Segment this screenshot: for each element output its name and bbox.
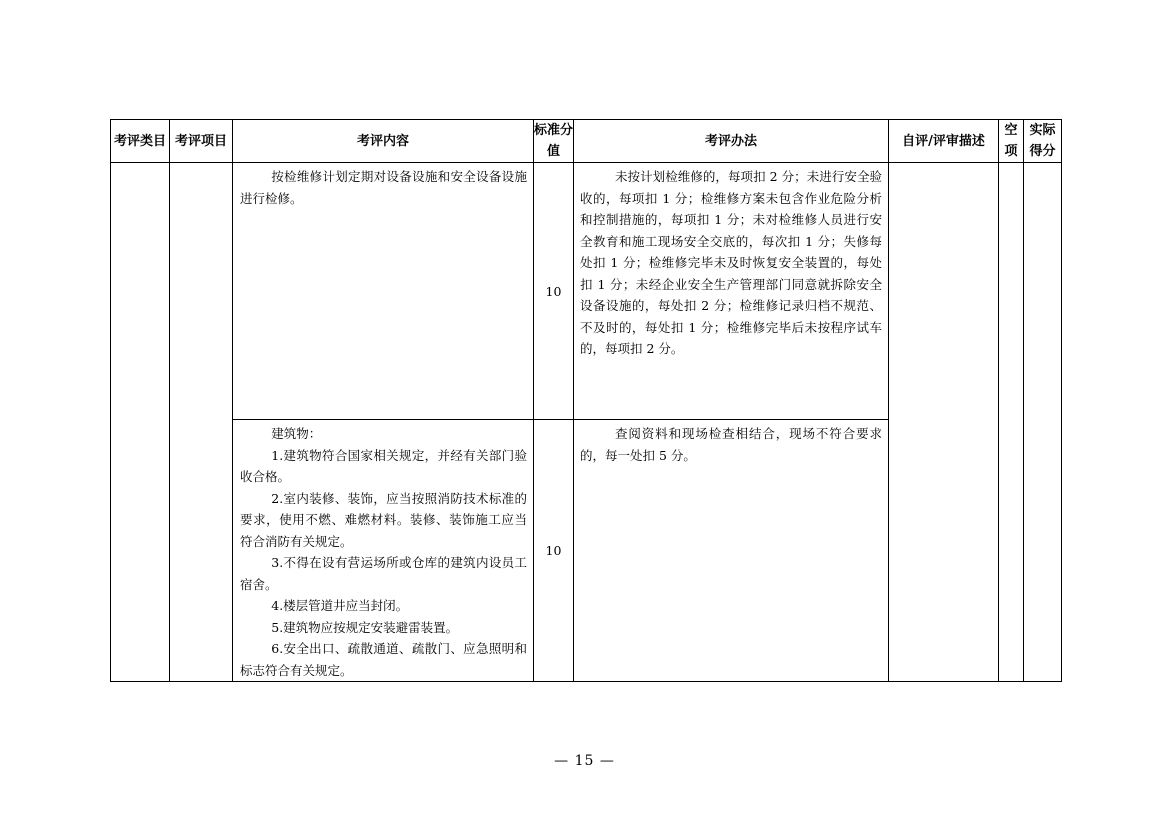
table-row — [111, 163, 1062, 420]
method-text: 未按计划检维修的，每项扣 2 分；未进行安全验收的，每项扣 1 分；检维修方案未包含作业危险分析和控制措施的，每项扣 1 分；未对检维修人员进行安全教育和施工现场安全交底的，每次扣 1 分；失修每处扣 1 分；检维修完毕未及时恢复安全装置的，每处扣 1 分；未经企业安全生产管理部门同意就拆除安全设备设施的，每处扣 2 分；检维修记录归档不规范、不及时的，每处扣 1 分；检维修完毕后未按程序试车的，每项扣 2 分。 — [580, 169, 882, 356]
content-cell — [233, 420, 534, 682]
method-cell — [574, 163, 889, 420]
actual-score-cell — [1024, 163, 1062, 682]
score-cell: 10 — [534, 420, 574, 682]
header-self-eval: 自评/评审描述 — [889, 120, 999, 163]
content-line: 3.不得在设有营运场所或仓库的建筑内设员工宿舍。 — [240, 555, 527, 592]
header-actual-score: 实际得分 — [1024, 120, 1062, 163]
blank-cell — [999, 163, 1024, 682]
header-blank: 空项 — [999, 120, 1024, 163]
category-cell — [111, 163, 170, 682]
header-category: 考评类目 — [111, 120, 170, 163]
header-row — [111, 120, 1062, 163]
page-number: — 15 — — [554, 753, 615, 769]
content-line: 6.安全出口、疏散通道、疏散门、应急照明和标志符合有关规定。 — [240, 641, 527, 678]
header-standard-score: 标准分值 — [534, 120, 574, 163]
item-cell — [170, 163, 233, 682]
score-cell: 10 — [534, 163, 574, 420]
content-line: 5.建筑物应按规定安装避雷装置。 — [271, 619, 459, 635]
header-method: 考评办法 — [574, 120, 889, 163]
method-cell — [574, 420, 889, 682]
content-cell — [233, 163, 534, 420]
header-item: 考评项目 — [170, 120, 233, 163]
content-line: 按检维修计划定期对设备设施和安全设备设施进行检修。 — [240, 169, 527, 206]
content-line: 1.建筑物符合国家相关规定，并经有关部门验收合格。 — [240, 447, 527, 484]
header-content: 考评内容 — [233, 120, 534, 163]
method-text: 查阅资料和现场检查相结合，现场不符合要求的，每一处扣 5 分。 — [580, 426, 882, 463]
content-line: 建筑物： — [271, 426, 322, 441]
content-line: 4.楼层管道井应当封闭。 — [271, 598, 409, 613]
self-eval-cell — [889, 163, 999, 682]
evaluation-table — [110, 119, 1062, 682]
content-line: 2.室内装修、装饰，应当按照消防技术标准的要求，使用不燃、难燃材料。装修、装饰施工应当符合消防有关规定。 — [240, 490, 527, 549]
